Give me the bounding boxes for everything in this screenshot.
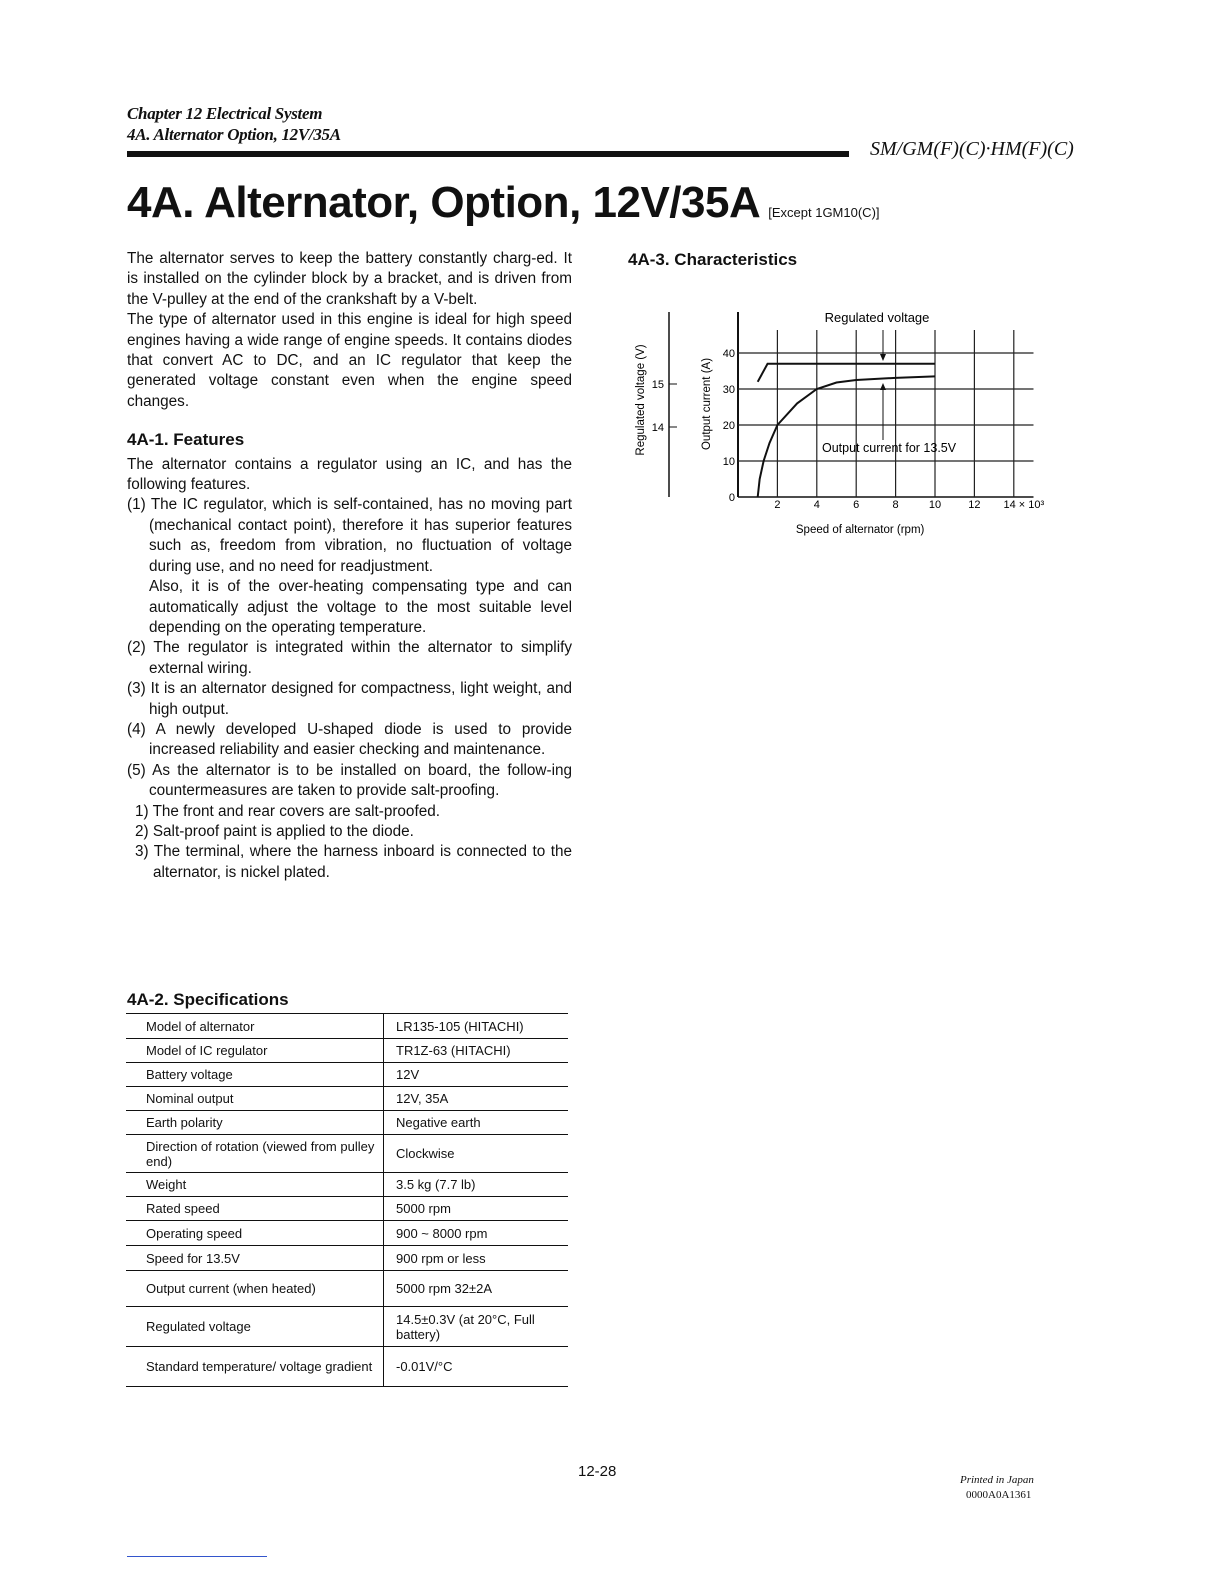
spec-value: Clockwise: [384, 1135, 569, 1173]
annotation-regulated-voltage: Regulated voltage: [824, 310, 930, 325]
features-lead: The alternator contains a regulator using an IC, and has the following features.: [127, 455, 572, 494]
x-axis-label: Speed of alternator (rpm): [795, 524, 925, 536]
annotation-output-current: Output current for 13.5V: [822, 441, 957, 455]
feature-item: (3) It is an alternator designed for compactness, light weight, and high output.: [127, 680, 572, 718]
y-tick-label: 40: [722, 348, 735, 360]
spec-name: Earth polarity: [126, 1111, 384, 1135]
y-tick-label: 10: [722, 456, 735, 468]
spec-name: Weight: [126, 1173, 384, 1197]
spec-name: Model of alternator: [126, 1014, 384, 1039]
spec-value: 3.5 kg (7.7 lb): [384, 1173, 569, 1197]
feature-subitem: 3) The terminal, where the harness inboard is connected to the alternator, is nickel plated.: [135, 843, 572, 881]
spec-name: Output current (when heated): [126, 1271, 384, 1307]
feature-item: (5) As the alternator is to be installed on board, the follow-ing countermeasures are taken to provide salt-proofing.: [127, 761, 572, 800]
spec-value: Negative earth: [384, 1111, 569, 1135]
feature-subitem: 1) The front and rear covers are salt-proofed.: [135, 802, 440, 820]
feature-item: (4) A newly developed U-shaped diode is used to provide increased reliability and easier checking and maintenance.: [127, 720, 572, 759]
x-tick-label: 14 × 10³: [1003, 499, 1045, 511]
spec-value: 5000 rpm 32±2A: [384, 1271, 569, 1307]
spec-name: Rated speed: [126, 1197, 384, 1221]
x-tick-label: 10: [928, 499, 942, 511]
specs-heading: 4A-2. Specifications: [127, 990, 289, 1009]
y-tick-label: 0: [728, 492, 735, 504]
y2-tick-label: 14: [651, 422, 664, 434]
spec-value: -0.01V/°C: [384, 1347, 569, 1387]
x-tick-label: 8: [892, 499, 899, 511]
x-tick-label: 12: [968, 499, 981, 511]
spec-name: Regulated voltage: [126, 1307, 384, 1347]
footnote-rule: [127, 1556, 267, 1557]
y2-tick-label: 15: [651, 379, 664, 391]
document-code: 0000A0A1361: [966, 1489, 1032, 1501]
spec-name: Speed for 13.5V: [126, 1246, 384, 1271]
spec-value: TR1Z-63 (HITACHI): [384, 1039, 569, 1063]
spec-value: 12V: [384, 1063, 569, 1087]
section-label: 4A. Alternator Option, 12V/35A: [127, 125, 341, 144]
title-note: [Except 1GM10(C)]: [768, 205, 880, 220]
spec-value: 14.5±0.3V (at 20°C, Full battery): [384, 1307, 569, 1347]
intro-paragraph: The alternator serves to keep the battery constantly charg-ed. It is installed on the cylinder block by a bracket, and is driven from the V-pulley at the end of the crankshaft by a V-belt.: [127, 250, 572, 308]
printed-label: Printed in Japan: [960, 1474, 1034, 1486]
x-tick-label: 2: [774, 499, 781, 511]
model-label: SM/GM(F)(C)·HM(F)(C): [870, 138, 1074, 160]
series-line-regulated-voltage: [758, 364, 935, 382]
feature-item: (2) The regulator is integrated within the alternator to simplify external wiring.: [127, 639, 572, 677]
y-axis-label: Output current (A): [701, 357, 713, 451]
arrow-head: [880, 354, 886, 361]
spec-name: Battery voltage: [126, 1063, 384, 1087]
x-tick-label: 4: [813, 499, 820, 511]
spec-value: LR135-105 (HITACHI): [384, 1014, 569, 1039]
y2-axis-label: Regulated voltage (V): [635, 344, 647, 456]
chapter-label: Chapter 12 Electrical System: [127, 104, 323, 123]
characteristics-heading: 4A-3. Characteristics: [628, 250, 798, 269]
y-tick-label: 30: [722, 384, 735, 396]
feature-item: (1) The IC regulator, which is self-contained, has no moving part (mechanical contact point), therefore it has superior features such as, freedom from vibration, no fluctuation of voltage during use, and no need for readjustment.: [127, 496, 572, 575]
feature-subitem: 2) Salt-proof paint is applied to the diode.: [135, 822, 414, 840]
spec-value: 12V, 35A: [384, 1087, 569, 1111]
title-main: 4A. Alternator, Option, 12V/35A: [127, 178, 761, 227]
spec-value: 900 rpm or less: [384, 1246, 569, 1271]
spec-name: Operating speed: [126, 1221, 384, 1246]
spec-value: 900 ~ 8000 rpm: [384, 1221, 569, 1246]
feature-item: Also, it is of the over-heating compensating type and can automatically adjust the voltage to the most suitable level depending on the operating temperature.: [149, 578, 572, 636]
page-number: 12-28: [578, 1463, 617, 1480]
x-tick-label: 6: [853, 499, 860, 511]
spec-name: Model of IC regulator: [126, 1039, 384, 1063]
spec-name: Nominal output: [126, 1087, 384, 1111]
spec-name: Standard temperature/ voltage gradient: [126, 1347, 384, 1387]
arrow-head: [880, 383, 886, 390]
spec-name: Direction of rotation (viewed from pulley end): [126, 1135, 384, 1173]
features-heading: 4A-1. Features: [127, 430, 245, 450]
series-line-output-current: [758, 376, 935, 497]
intro-paragraph: The type of alternator used in this engine is ideal for high speed engines having a wide range of engine speeds. It contains diodes that convert AC to DC, and an IC regulator that keep the generated voltage constant even when the engine speed changes.: [127, 311, 572, 410]
y-tick-label: 20: [722, 420, 735, 432]
spec-value: 5000 rpm: [384, 1197, 569, 1221]
